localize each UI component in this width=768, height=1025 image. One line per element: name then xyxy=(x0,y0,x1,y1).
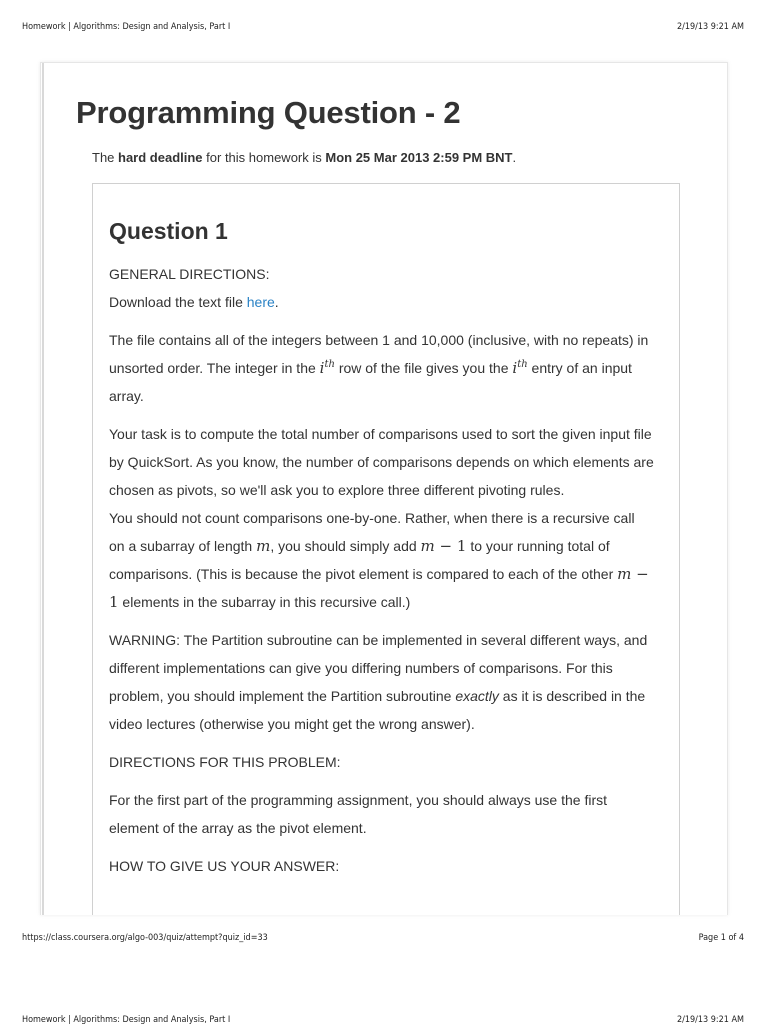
print-footer-url: https://class.coursera.org/algo-003/quiz/attempt?quiz_id=33 xyxy=(22,933,268,943)
deadline-date: Mon 25 Mar 2013 2:59 PM BNT xyxy=(325,150,513,165)
p3-text-b: , you should simply add xyxy=(270,538,421,554)
directions-heading: DIRECTIONS FOR THIS PROBLEM: xyxy=(109,754,341,770)
p1-text-c: entry of an input array. xyxy=(109,360,632,404)
math-minus-one-2: − 1 xyxy=(109,565,649,611)
math-m-2: m xyxy=(420,537,435,555)
question-box xyxy=(92,183,680,915)
deadline-suffix: . xyxy=(512,150,517,165)
print-header xyxy=(22,22,744,32)
math-minus-one-1: − 1 xyxy=(434,537,467,555)
warning-paragraph xyxy=(109,626,654,738)
print-header-datetime: 2/19/13 9:21 AM xyxy=(676,22,744,32)
p4-text-b: as it is described in the video lectures (otherwise you might get the wrong answer). xyxy=(109,688,646,732)
math-th-2: th xyxy=(517,359,528,370)
p4-emphasis: exactly xyxy=(455,688,499,704)
question-title: Question 1 xyxy=(109,218,228,244)
print-footer-page: Page 1 of 4 xyxy=(698,933,744,943)
p3-text-d: elements in the subarray in this recursive call.) xyxy=(118,594,411,610)
deadline-prefix: The xyxy=(92,150,119,165)
deadline-notice xyxy=(92,150,516,165)
p1-text-b: row of the file gives you the xyxy=(334,360,513,376)
download-link[interactable]: here xyxy=(246,294,275,310)
math-m-1: m xyxy=(256,537,271,555)
math-m-3: m xyxy=(617,565,632,583)
download-prefix: Download the text file xyxy=(109,294,247,310)
p3-text-c: to your running total of comparisons. (This is because the pivot element is compared to each of the other xyxy=(109,538,618,582)
math-i-2: i xyxy=(512,359,518,377)
general-directions-heading: GENERAL DIRECTIONS: xyxy=(109,266,270,282)
p1-text-a: The file contains all of the integers between 1 and 10,000 (inclusive, with no repeats) in unsorted order. The integer in the xyxy=(109,332,649,376)
p4-text-a: WARNING: The Partition subroutine can be implemented in several different ways, and different implementations can give you differing numbers of comparisons. For this problem, you should implement the Partition subroutine xyxy=(109,632,648,704)
deadline-middle: for this homework is xyxy=(202,150,326,165)
file-description-paragraph xyxy=(109,326,654,410)
p3-text-a: You should not count comparisons one-by-one. Rather, when there is a recursive call on a subarray of length xyxy=(109,510,635,554)
math-th-1: th xyxy=(324,359,335,370)
first-part-paragraph: For the first part of the programming assignment, you should always use the first element of the array as the pivot element. xyxy=(109,792,608,836)
counting-paragraph xyxy=(109,504,654,616)
card-left-border xyxy=(42,63,44,915)
question-body xyxy=(109,260,654,880)
print-footer xyxy=(22,933,744,943)
deadline-label: hard deadline xyxy=(118,150,203,165)
download-suffix: . xyxy=(274,294,279,310)
print-header-title: Homework | Algorithms: Design and Analysis, Part I xyxy=(22,22,231,32)
next-page-header-datetime: 2/19/13 9:21 AM xyxy=(676,1015,744,1025)
download-line xyxy=(109,288,654,316)
answer-heading: HOW TO GIVE US YOUR ANSWER: xyxy=(109,858,340,874)
page-title: Programming Question - 2 xyxy=(76,95,461,130)
math-i-1: i xyxy=(319,359,325,377)
next-page-header-title: Homework | Algorithms: Design and Analysis, Part I xyxy=(22,1015,231,1025)
task-paragraph: Your task is to compute the total number of comparisons used to sort the given input file by QuickSort. As you know, the number of comparisons depends on which elements are chosen as pivots, so we'll ask you to explore three different pivoting rules. xyxy=(109,426,654,498)
